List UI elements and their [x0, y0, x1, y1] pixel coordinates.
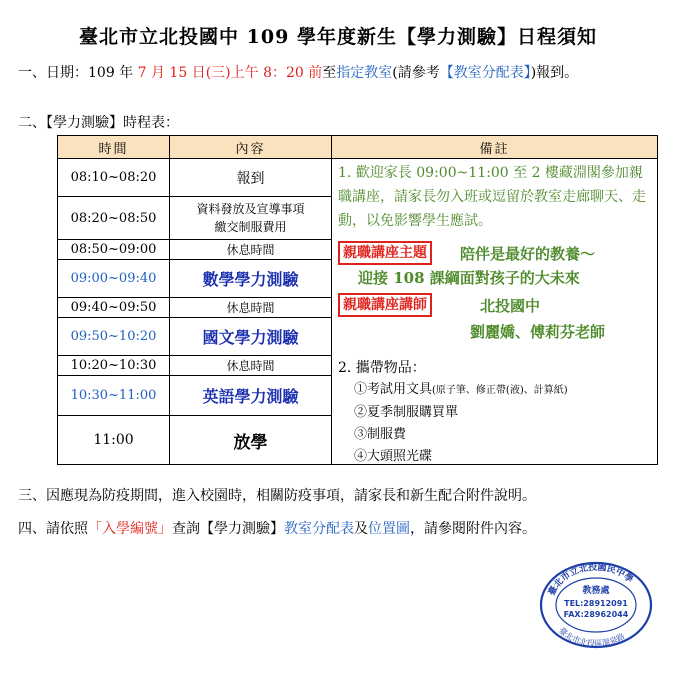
section-4-suffix: ，請參閱附件內容。	[410, 521, 536, 537]
note-2	[338, 357, 568, 468]
school-stamp	[538, 560, 654, 650]
section-4	[18, 518, 668, 540]
row-time: 09:50~10:20	[58, 317, 170, 355]
section-3: 三、因應現為防疫期間，進入校園時，相關防疫事項，請家長和新生配合附件說明。	[18, 488, 536, 504]
section-1-mid: 至	[322, 65, 337, 81]
stamp-office: 教務處	[582, 586, 610, 596]
row-time: 08:20~08:50	[58, 197, 170, 240]
row-time: 10:30~11:00	[58, 375, 170, 415]
theme-line-2: 迎接 108 課綱面對孩子的大未來	[358, 269, 580, 287]
row-content: 資料發放及宣導事項 繳交制服費用	[170, 197, 332, 240]
item-main: ④大頭照光碟	[354, 449, 433, 464]
table-header-row	[58, 136, 658, 159]
theme-tag: 親職講座主題	[338, 241, 432, 265]
classroom-assignment-link[interactable]: 【教室分配表】	[439, 65, 531, 81]
row-content: 休息時間	[170, 356, 332, 376]
stamp-arc-text: 臺北市立北投國民中學	[547, 562, 635, 598]
row-content: 國文學力測驗	[170, 317, 332, 355]
speaker-tag: 親職講座講師	[338, 293, 432, 317]
table-row	[58, 159, 658, 197]
row-content: 數學學力測驗	[170, 259, 332, 297]
section-4-and: 及	[354, 521, 368, 537]
header-time: 時間	[58, 136, 170, 159]
row-time: 11:00	[58, 416, 170, 465]
list-item	[338, 424, 568, 446]
section-4-prefix: 四、請依照	[18, 521, 88, 537]
section-1-place: 指定教室	[336, 65, 393, 81]
section-1-ref-close: )報到。	[530, 65, 579, 81]
list-item	[338, 402, 568, 424]
theme-line-1: 陪伴是最好的教養～	[460, 245, 596, 263]
header-notes: 備註	[332, 136, 658, 159]
list-item	[338, 379, 568, 402]
stamp-tel: TEL:28912091	[564, 599, 628, 608]
note-1: 1. 歡迎家長 09:00~11:00 至 2 樓藏淵閣參加親職講座，請家長勿入班或逗留於教室走廊聊天、走動，以免影響學生應試。	[338, 165, 646, 229]
list-item	[338, 446, 568, 468]
item-detail: (原子筆、修正帶(液)、計算紙)	[432, 385, 568, 396]
section-2-heading: 二、【學力測驗】時程表：	[18, 115, 179, 131]
section-4-mid: 查詢【學力測驗】	[172, 521, 284, 537]
speaker-line-1: 北投國中	[480, 297, 541, 315]
row-time: 09:40~09:50	[58, 297, 170, 317]
section-1-date-value: 7 月 15 日(三)上午 8：20 前	[137, 65, 323, 81]
notes-cell	[332, 159, 658, 465]
row-time: 08:10~08:20	[58, 159, 170, 197]
item-main: ②夏季制服購買單	[354, 405, 459, 420]
row-time: 09:00~09:40	[58, 259, 170, 297]
row-content: 英語學力測驗	[170, 375, 332, 415]
row-content: 放學	[170, 416, 332, 465]
page-title: 臺北市立北投國中 109 學年度新生【學力測驗】日程須知	[79, 26, 597, 48]
row-content: 休息時間	[170, 239, 332, 259]
row-content: 休息時間	[170, 297, 332, 317]
stamp-fax: FAX:28962044	[563, 610, 629, 619]
section-1-prefix: 一、日期：109 年	[18, 65, 138, 81]
row-content: 報到	[170, 159, 332, 197]
section-4-quote: 「入學編號」	[88, 521, 172, 537]
row-time: 08:50~09:00	[58, 239, 170, 259]
schedule-table	[57, 135, 658, 465]
row-time: 10:20~10:30	[58, 356, 170, 376]
item-main: ①考試用文具	[354, 382, 433, 397]
item-main: ③制服費	[354, 427, 407, 442]
note-2-heading: 2. 攜帶物品：	[338, 360, 426, 376]
items-list	[338, 379, 568, 468]
section-1-ref-open: (請參考	[392, 65, 440, 81]
stamp-bottom-text: 臺北市北投區溫泉路	[557, 625, 627, 649]
location-map-link[interactable]: 位置圖	[368, 521, 410, 537]
classroom-table-link[interactable]: 教室分配表	[284, 521, 354, 537]
section-1-date	[18, 62, 658, 84]
speaker-line-2: 劉麗嬌、傅莉芬老師	[470, 323, 606, 341]
header-content: 內容	[170, 136, 332, 159]
